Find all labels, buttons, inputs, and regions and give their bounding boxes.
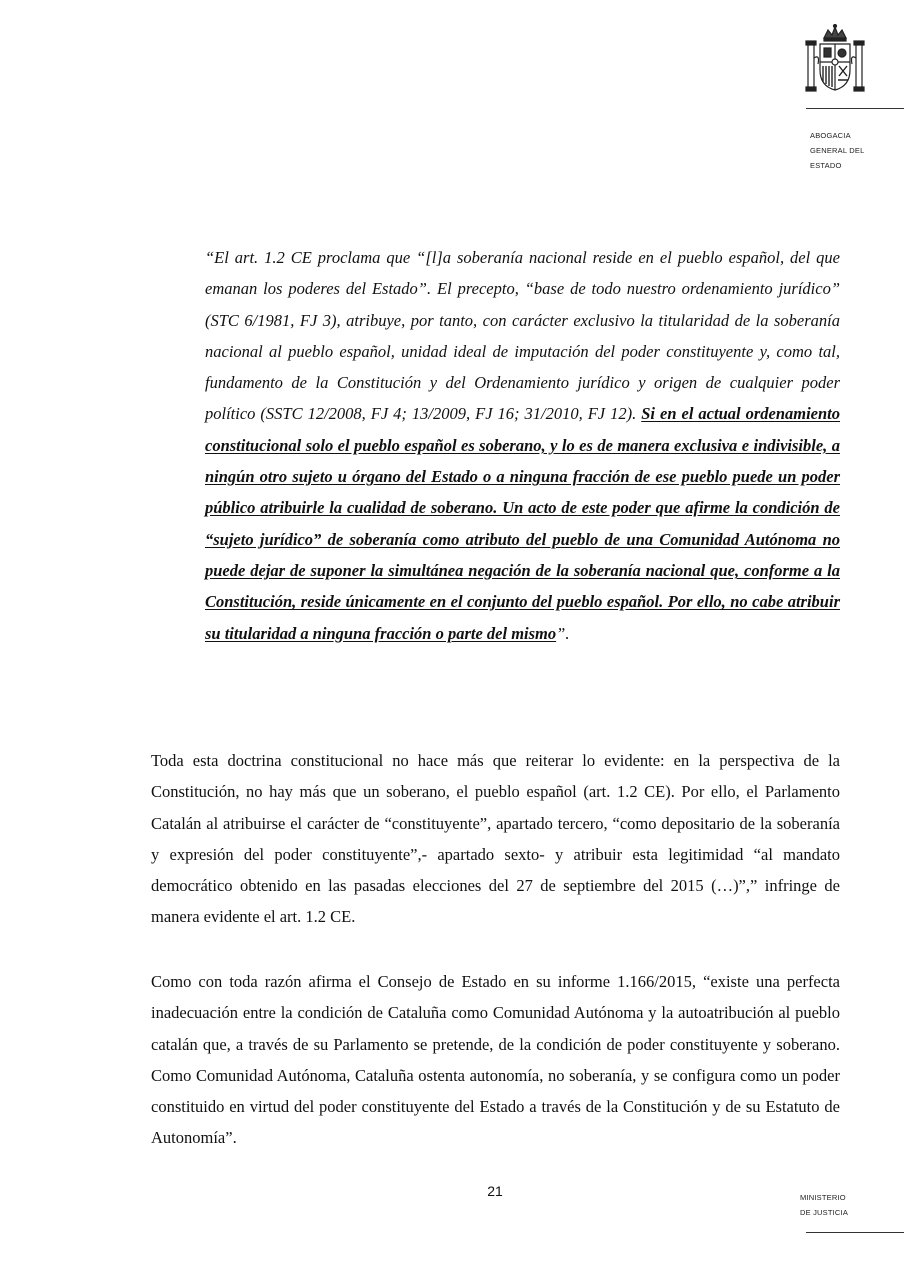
body-paragraph-1: Toda esta doctrina constitucional no hace más que reiterar lo evidente: en la perspectiva de la Constitución, no hay más que un soberano, el pueblo español (art. 1.2 CE). Por ello, el Parlamento Catalán al atribuirse el carácter de “constituyente”, apartado tercero, “como depositario de la soberanía y expresión del poder constituyente”,- apartado sexto- y atribuir esta legitimidad “al mandato democrático obtenido en las pasadas elecciones del 27 de septiembre del 2015 (…)”,” infringe de manera evidente el art. 1.2 CE. [151, 751, 840, 927]
quote-closing: ”. [556, 623, 570, 643]
quote-emphasis: Si en el actual ordenamiento constitucional solo el pueblo español es soberano, y lo es de manera exclusiva e indivisible, a ningún otro sujeto u órgano del Estado o a ninguna fracción de ese pueblo puede un poder público atribuirle la cualidad de soberano. Un acto de este poder que afirme la condición de “sujeto jurídico” de soberanía como atributo del pueblo de una Comunidad Autónoma no puede dejar de suponer la simultánea negación de la soberanía nacional que, conforme a la Constitución, reside únicamente en el conjunto del pueblo español. Por ello, no cabe atribuir su titularidad a ninguna fracción o parte del mismo [205, 404, 840, 643]
office-line: GENERAL DEL [810, 146, 865, 155]
quote-intro: “El art. 1.2 CE proclama que “[l]a soberanía nacional reside en el pueblo español, del que emanan los poderes del Estado”. El precepto, “base de todo nuestro ordenamiento jurídico” (STC 6/1981, FJ 3), atribuye, por tanto, con carácter exclusivo la titularidad de la soberanía nacional al pueblo español, unidad ideal de imputación del poder constituyente y, como tal, fundamento de la Constitución y del Ordenamiento jurídico y origen de cualquier poder político (SSTC 12/2008, FJ 4; 13/2009, FJ 16; 31/2010, FJ 12). [205, 248, 840, 424]
header-rule [806, 108, 904, 109]
page-number: 21 [487, 1183, 503, 1199]
ministry-line: DE JUSTICIA [800, 1208, 849, 1217]
ministry-line: MINISTERIO [800, 1193, 846, 1202]
block-quote [205, 242, 840, 649]
office-line: ESTADO [810, 161, 842, 170]
coat-of-arms-icon [802, 24, 868, 96]
body-paragraph-2: Como con toda razón afirma el Consejo de Estado en su informe 1.166/2015, “existe una perfecta inadecuación entre la condición de Cataluña como Comunidad Autónoma y la autoatribución al pueblo catalán que, a través de su Parlamento se pretende, de la condición de poder constituyente y soberano. Como Comunidad Autónoma, Cataluña ostenta autonomía, no soberanía, y se configura como un poder constituido en virtud del poder constituyente del Estado a través de la Constitución y de su Estatuto de Autonomía”. [151, 972, 840, 1148]
office-line: ABOGACIA [810, 131, 851, 140]
office-name [810, 128, 864, 173]
ministry-name [800, 1190, 848, 1220]
footer-rule [806, 1232, 904, 1233]
